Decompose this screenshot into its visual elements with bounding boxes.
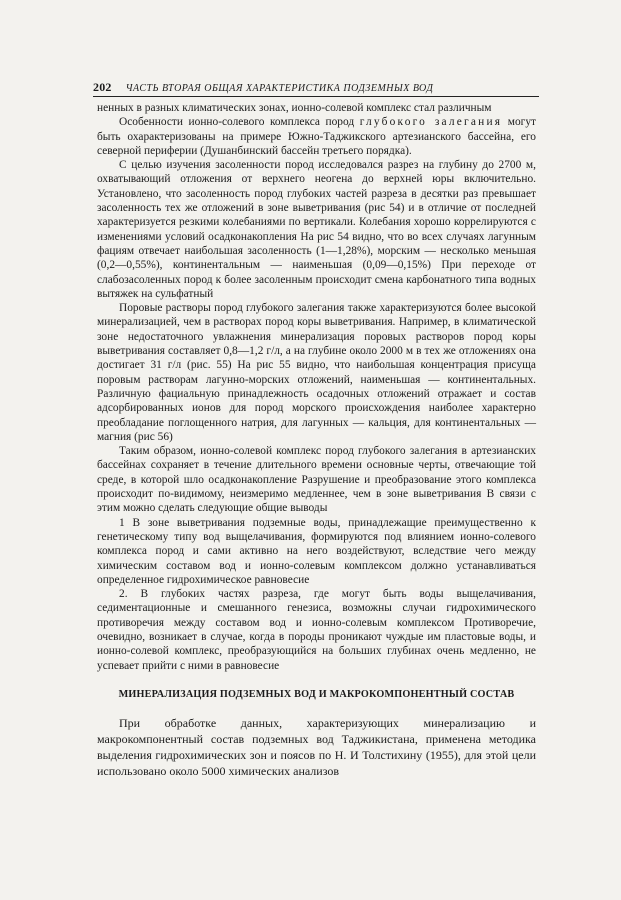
running-title: ЧАСТЬ ВТОРАЯ ОБЩАЯ ХАРАКТЕРИСТИКА ПОДЗЕМНЫХ ВОД <box>125 83 434 94</box>
paragraph: При обработке данных, характеризующих минерализацию и макрокомпонентный состав подземных вод Таджикистана, применена методика выделения гидрохимических зон и поясов по Н. И Толстихину (1955), для этой цели использовано около 5000 химических анализов <box>97 716 536 779</box>
body-text <box>97 101 536 779</box>
final-section <box>97 715 536 779</box>
page-number: 202 <box>93 80 112 94</box>
paragraph: ненных в разных климатических зонах, ионно-солевой комплекс стал различным <box>97 102 492 114</box>
header-rule <box>93 96 539 97</box>
paragraph: С целью изучения засоленности пород исследовался разрез на глубину до 2700 м, охватывающий отложения от верхнего неогена до верхней юры включительно. Установлено, что засоленность пород глубоких частей разреза в десятки раз превышает засоленность тех же отложений в зоне выветривания (рис 54) и в отличие от последней характеризуется резкими колебаниями по вертикали. Колебания хорошо коррелируются с изменениями условий осадконакопления На рис 54 видно, что во всех случаях лагунным фациям отвечает наибольшая засоленность (1—1,28%), морским — несколько меньшая (0,2—0,55%), континентальным — наименьшая (0,09—0,15%) При переходе от слабозасоленных пород к более засоленным происходит смена карбонатного типа водных вытяжек на сульфатный <box>97 159 536 300</box>
paragraph: Таким образом, ионно-солевой комплекс пород глубокого залегания в артезианских бассейнах сохраняет в течение длительного времени основные черты, отвечающие той среде, в которой шло осадконакопление Разрушение и преобразование этого комплекса происходит по-видимому, неизмеримо медленнее, чем в зоне выветривания В связи с этим можно сделать следующие общие выводы <box>97 445 536 515</box>
section-heading: МИНЕРАЛИЗАЦИЯ ПОДЗЕМНЫХ ВОД И МАКРОКОМПОНЕНТНЫЙ СОСТАВ <box>118 688 515 700</box>
running-header <box>93 80 533 95</box>
paragraph: Поровые растворы пород глубокого залегания также характеризуются более высокой минерализацией, чем в растворах пород коры выветривания. Например, в климатической зоне недостаточного увлажнения минерализация поровых растворов пород коры выветривания составляет 0,8—1,2 г/л, а на глубине около 2000 м в тех же отложениях она достигает 31 г/л (рис. 55) На рис 55 видно, что наибольшая концентрация присуща поровым растворам лагунно-морских отложений, наименьшая — континентальных. Различную фациальную принадлежность осадочных отложений отражает и состав адсорбированных ионов для пород морского происхождения наиболее характерно преобладание поглощенного натрия, для лагунных — кальция, для континентальных — магния (рис 56) <box>97 302 536 443</box>
spaced-emphasis: глубокого залегания <box>359 116 503 129</box>
paragraph: Особенности ионно-солевого комплекса пород глубокого залегания могут быть охарактеризованы на примере Южно-Таджикского артезианского бассейна, его северной периферии (Душанбинский бассейн третьего порядка). <box>97 116 537 157</box>
paragraph: 1 В зоне выветривания подземные воды, принадлежащие преимущественно к генетическому типу вод выщелачивания, формируются под влиянием ионно-солевого комплекса пород и сами активно на него воздействуют, вследствие чего между химическим составом вод и ионно-солевым комплексом должно устанавливаться определенное гидрохимическое равновесие <box>97 516 536 586</box>
paragraph: 2. В глубоких частях разреза, где могут быть воды выщелачивания, седиментационные и смешанного генезиса, возможны случаи гидрохимического противоречия между составом вод и ионно-солевым комплексом Противоречие, очевидно, возникает в случае, когда в породы проникают чуждые им пластовые воды, и ионно-солевой комплекс, преобразующийся на больших глубинах очень медленно, не успевает прийти с ними в равновесие <box>97 588 536 672</box>
